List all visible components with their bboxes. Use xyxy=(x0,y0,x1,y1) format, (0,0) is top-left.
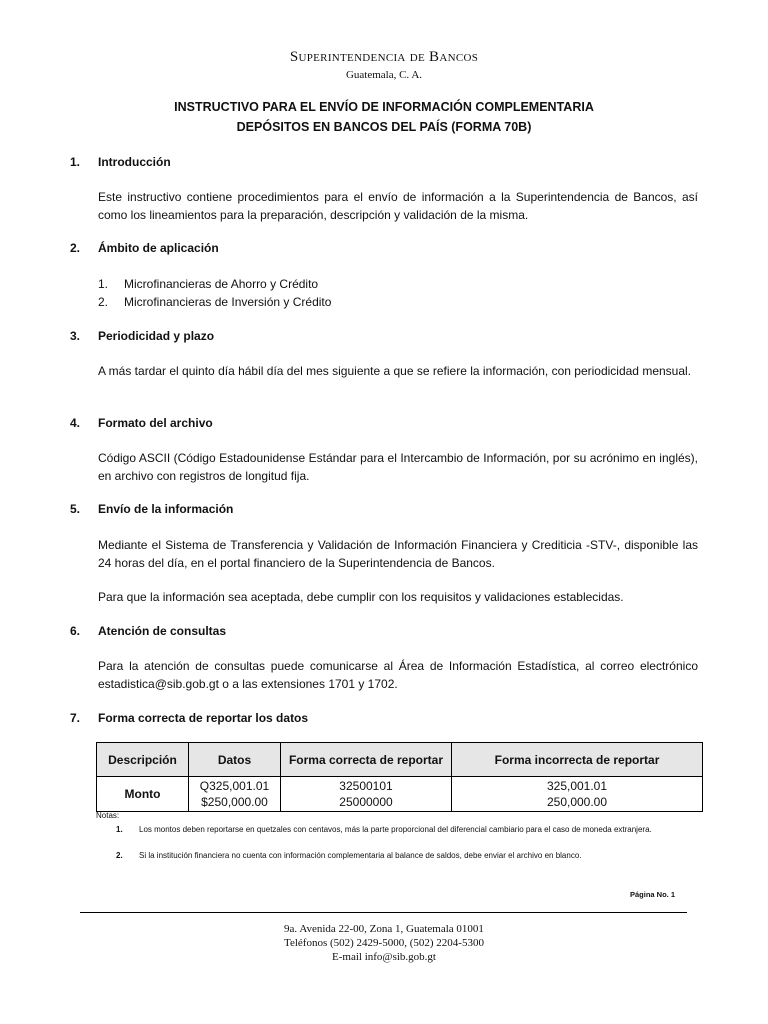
section-number: 7. xyxy=(70,711,81,725)
cell-value: 32500101 xyxy=(339,779,393,793)
reporting-format-table xyxy=(96,742,703,812)
column-header-datos: Datos xyxy=(189,743,281,777)
section-number: 3. xyxy=(70,329,81,343)
section-title: Formato del archivo xyxy=(98,416,213,430)
footer-phones: Teléfonos (502) 2429-5000, (502) 2204-5300 xyxy=(284,937,484,949)
cell-value: 250,000.00 xyxy=(546,795,608,809)
section-number: 4. xyxy=(70,416,81,430)
list-item-number: 1. xyxy=(98,277,109,291)
section-title: Atención de consultas xyxy=(98,624,227,638)
section-paragraph-introduccion: Este instructivo contiene procedimientos para el envío de información a la Superintendencia de Bancos, así como los lineamientos para la preparación, descripción y validación de la misma. xyxy=(98,190,698,222)
section-title: Periodicidad y plazo xyxy=(98,329,215,343)
note-number: 2. xyxy=(116,851,123,860)
cell-value: Q325,001.01 xyxy=(199,779,270,793)
document-title-line-1: INSTRUCTIVO PARA EL ENVÍO DE INFORMACIÓN COMPLEMENTARIA xyxy=(174,100,594,114)
document-title-line-2: DEPÓSITOS EN BANCOS DEL PAÍS (FORMA 70B) xyxy=(236,120,532,134)
section-paragraph-envio-requisitos: Para que la información sea aceptada, debe cumplir con los requisitos y validaciones establecidas. xyxy=(98,590,624,604)
column-header-forma-correcta: Forma correcta de reportar xyxy=(281,743,452,777)
organization-name: Superintendencia de Bancos xyxy=(289,49,479,65)
list-item-text: Microfinancieras de Inversión y Crédito xyxy=(124,294,332,309)
table-row xyxy=(97,777,703,812)
column-header-forma-incorrecta: Forma incorrecta de reportar xyxy=(452,743,703,777)
footer-email: E-mail info@sib.gob.gt xyxy=(332,951,436,963)
section-number: 2. xyxy=(70,241,81,255)
cell-descripcion: Monto xyxy=(97,777,189,812)
footer-divider xyxy=(80,912,687,913)
table-header-row xyxy=(97,743,703,777)
cell-value: 25000000 xyxy=(339,795,393,809)
cell-forma-correcta xyxy=(281,777,452,812)
section-title: Forma correcta de reportar los datos xyxy=(98,711,309,725)
section-number: 5. xyxy=(70,502,81,516)
page-number: Página No. 1 xyxy=(630,890,676,899)
organization-location: Guatemala, C. A. xyxy=(345,69,423,81)
note-number: 1. xyxy=(116,825,123,834)
section-paragraph-periodicidad: A más tardar el quinto día hábil día del mes siguiente a que se refiere la información, con periodicidad mensual. xyxy=(98,364,692,378)
section-title: Introducción xyxy=(98,155,171,169)
section-title: Envío de la información xyxy=(98,502,234,516)
cell-value: 325,001.01 xyxy=(546,779,608,793)
cell-value: $250,000.00 xyxy=(201,795,268,809)
cell-datos xyxy=(189,777,281,812)
section-paragraph-formato: Código ASCII (Código Estadounidense Estándar para el Intercambio de Información, por su acrónimo en inglés), en archivo con registros de longitud fija. xyxy=(98,451,698,483)
section-paragraph-envio: Mediante el Sistema de Transferencia y Validación de Información Financiera y Crediticia -STV-, disponible las 24 horas del día, en el portal financiero de la Superintendencia de Bancos. xyxy=(98,538,698,570)
list-item-number: 2. xyxy=(98,294,109,309)
list-item-text: Microfinancieras de Ahorro y Crédito xyxy=(124,277,319,291)
footer-address: 9a. Avenida 22-00, Zona 1, Guatemala 01001 xyxy=(284,923,484,935)
cell-forma-incorrecta xyxy=(452,777,703,812)
section-number: 6. xyxy=(70,624,81,638)
note-text: Los montos deben reportarse en quetzales con centavos, más la parte proporcional del diferencial cambiario para el caso de moneda extranjera. xyxy=(139,825,652,834)
column-header-descripcion: Descripción xyxy=(97,743,189,777)
note-text: Si la institución financiera no cuenta con información complementaria al balance de saldos, debe enviar el archivo en blanco. xyxy=(139,851,582,860)
notes-title: Notas: xyxy=(96,811,120,820)
section-number: 1. xyxy=(70,155,81,169)
section-title: Ámbito de aplicación xyxy=(98,241,219,255)
section-paragraph-consultas: Para la atención de consultas puede comunicarse al Área de Información Estadística, al correo electrónico estadistica@sib.gob.gt o a las extensiones 1701 y 1702. xyxy=(98,659,698,691)
